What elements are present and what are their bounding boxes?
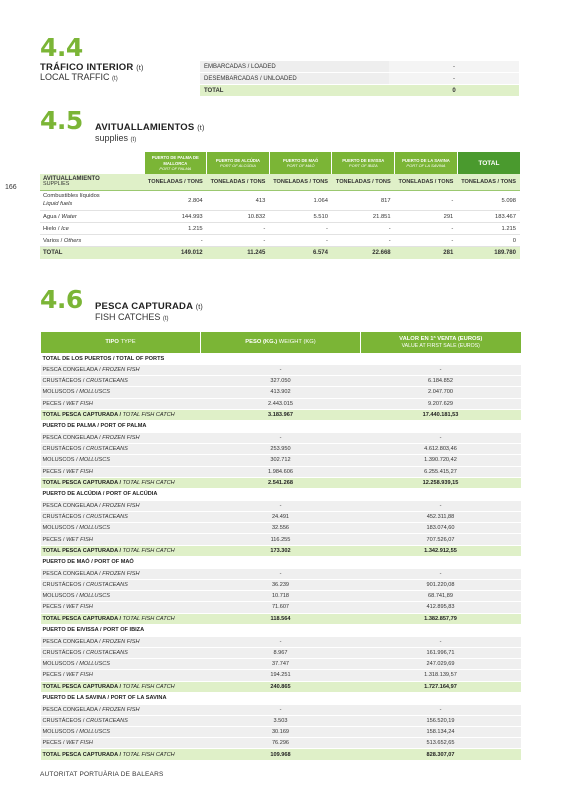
value-cell: 183.074,60 bbox=[361, 523, 521, 534]
weight-cell: 413.902 bbox=[201, 387, 361, 398]
weight-cell: 30.169 bbox=[201, 727, 361, 738]
total-label: TOTAL PESCA CAPTURADA / TOTAL FISH CATCH bbox=[41, 545, 201, 556]
section-unit: (t) bbox=[195, 304, 203, 311]
row-label: PECES / WET FISH bbox=[41, 466, 201, 477]
col-header-mao: PUERTO DE MAÓ PORT OF MAÓ bbox=[269, 152, 332, 174]
table-row bbox=[41, 602, 521, 613]
total-value: 1.342.912,55 bbox=[361, 545, 521, 556]
total-row bbox=[41, 409, 521, 420]
row-cell: - bbox=[207, 235, 270, 247]
total-value: 1.382.857,79 bbox=[361, 613, 521, 624]
weight-cell: 32.556 bbox=[201, 523, 361, 534]
section-unit: (t) bbox=[130, 137, 137, 143]
group-name: PUERTO DE ALCÚDIA / PORT OF ALCÚDIA bbox=[41, 488, 521, 500]
value-cell: 158.134,24 bbox=[361, 727, 521, 738]
unit-label: TONELADAS / TONS bbox=[269, 174, 332, 191]
row-label: Agua / Water bbox=[40, 211, 144, 223]
table-row bbox=[41, 455, 521, 466]
row-label: Varios / Others bbox=[40, 235, 144, 247]
col-header-type: TIPO TYPE bbox=[41, 332, 201, 353]
total-row bbox=[41, 613, 521, 624]
total-row bbox=[40, 247, 520, 260]
local-traffic-table bbox=[200, 61, 519, 97]
weight-cell: 116.255 bbox=[201, 534, 361, 545]
row-cell: 817 bbox=[332, 191, 395, 211]
total-weight: 2.541.268 bbox=[201, 477, 361, 488]
total-weight: 173.302 bbox=[201, 545, 361, 556]
section-subtitle-text: LOCAL TRAFFIC bbox=[40, 72, 110, 82]
value-cell: - bbox=[361, 365, 521, 376]
value-cell: 4.612.803,46 bbox=[361, 444, 521, 455]
value-cell: 6.255.415,27 bbox=[361, 466, 521, 477]
row-cell: 5.098 bbox=[457, 191, 520, 211]
total-weight: 109.968 bbox=[201, 749, 361, 760]
total-label: TOTAL PESCA CAPTURADA / TOTAL FISH CATCH bbox=[41, 409, 201, 420]
row-label: CRUSTÁCEOS / CRUSTACEANS bbox=[41, 444, 201, 455]
section-number-4-6: 4.6 bbox=[40, 285, 83, 314]
weight-cell: 302.712 bbox=[201, 455, 361, 466]
total-label: TOTAL PESCA CAPTURADA / TOTAL FISH CATCH bbox=[41, 613, 201, 624]
row-label: PESCA CONGELADA / FROZEN FISH bbox=[41, 432, 201, 443]
row-label: PESCA CONGELADA / FROZEN FISH bbox=[41, 636, 201, 647]
table-row bbox=[200, 61, 519, 73]
col-header-total: TOTAL bbox=[457, 152, 520, 174]
value-cell: 2.047.700 bbox=[361, 387, 521, 398]
table-row bbox=[41, 500, 521, 511]
weight-cell: 24.491 bbox=[201, 512, 361, 523]
group-header-row bbox=[41, 556, 521, 568]
total-cell: 6.574 bbox=[269, 247, 332, 260]
table-row bbox=[41, 523, 521, 534]
value-cell: 9.207.629 bbox=[361, 398, 521, 409]
section-subtitle-4-5 bbox=[95, 133, 136, 143]
table-row bbox=[41, 659, 521, 670]
total-cell: 189.780 bbox=[457, 247, 520, 260]
value-cell: 1.390.720,42 bbox=[361, 455, 521, 466]
weight-cell: 36.239 bbox=[201, 580, 361, 591]
table-row bbox=[41, 365, 521, 376]
row-label: MOLUSCOS / MOLLUSCS bbox=[41, 387, 201, 398]
col-header-weight: PESO (KG.) WEIGHT (KG) bbox=[201, 332, 361, 353]
section-title-4-5 bbox=[95, 122, 205, 133]
table-row bbox=[41, 432, 521, 443]
section-subtitle-text: FISH CATCHES bbox=[95, 312, 161, 322]
group-name: PUERTO DE PALMA / PORT OF PALMA bbox=[41, 420, 521, 432]
table-row bbox=[41, 568, 521, 579]
section-subtitle-4-4 bbox=[40, 72, 118, 82]
row-cell: - bbox=[395, 223, 458, 235]
unit-label: TONELADAS / TONS bbox=[457, 174, 520, 191]
section-title-4-6 bbox=[95, 301, 203, 312]
row-cell: - bbox=[269, 223, 332, 235]
value-cell: 707.526,07 bbox=[361, 534, 521, 545]
table-row bbox=[40, 211, 520, 223]
row-label: PECES / WET FISH bbox=[41, 534, 201, 545]
row-label: PECES / WET FISH bbox=[41, 738, 201, 749]
row-value: - bbox=[389, 61, 519, 73]
col-header-eivissa: PUERTO DE EIVISSA PORT OF IBIZA bbox=[332, 152, 395, 174]
table-row bbox=[41, 591, 521, 602]
section-subtitle-text: supplies bbox=[95, 133, 129, 143]
row-cell: 2.804 bbox=[144, 191, 207, 211]
value-cell: 452.311,88 bbox=[361, 512, 521, 523]
row-cell: 10.832 bbox=[207, 211, 270, 223]
table-row bbox=[41, 647, 521, 658]
total-label: TOTAL PESCA CAPTURADA / TOTAL FISH CATCH bbox=[41, 681, 201, 692]
row-cell: 413 bbox=[207, 191, 270, 211]
row-cell: - bbox=[332, 235, 395, 247]
row-cell: 144.993 bbox=[144, 211, 207, 223]
unit-label: TONELADAS / TONS bbox=[332, 174, 395, 191]
table-row bbox=[41, 670, 521, 681]
row-label: CRUSTÁCEOS / CRUSTACEANS bbox=[41, 376, 201, 387]
row-cell: - bbox=[395, 191, 458, 211]
total-cell: 149.012 bbox=[144, 247, 207, 260]
col-header-value: VALOR EN 1ª VENTA (EUROS) VALUE AT FIRST SALE (EUROS) bbox=[361, 332, 521, 353]
table-row bbox=[41, 738, 521, 749]
section-unit: (t) bbox=[136, 65, 144, 72]
value-cell: - bbox=[361, 432, 521, 443]
weight-cell: - bbox=[201, 365, 361, 376]
value-cell: - bbox=[361, 500, 521, 511]
unit-row bbox=[40, 174, 520, 191]
table-row bbox=[40, 223, 520, 235]
weight-cell: 10.718 bbox=[201, 591, 361, 602]
row-label: MOLUSCOS / MOLLUSCS bbox=[41, 455, 201, 466]
weight-cell: - bbox=[201, 636, 361, 647]
group-header-row bbox=[41, 692, 521, 704]
total-cell: 281 bbox=[395, 247, 458, 260]
row-label: CRUSTÁCEOS / CRUSTACEANS bbox=[41, 580, 201, 591]
header-row bbox=[41, 332, 521, 353]
weight-cell: 253.950 bbox=[201, 444, 361, 455]
table-row bbox=[41, 704, 521, 715]
weight-cell: 71.607 bbox=[201, 602, 361, 613]
row-cell: 1.215 bbox=[457, 223, 520, 235]
table-row bbox=[41, 512, 521, 523]
row-label: MOLUSCOS / MOLLUSCS bbox=[41, 591, 201, 602]
group-header-row bbox=[41, 420, 521, 432]
value-cell: 68.741,89 bbox=[361, 591, 521, 602]
total-value: 12.258.939,15 bbox=[361, 477, 521, 488]
weight-cell: 8.967 bbox=[201, 647, 361, 658]
value-cell: - bbox=[361, 704, 521, 715]
fish-catches-table bbox=[40, 332, 521, 761]
total-row bbox=[41, 545, 521, 556]
group-name: TOTAL DE LOS PUERTOS / TOTAL OF PORTS bbox=[41, 353, 521, 365]
weight-cell: 327.050 bbox=[201, 376, 361, 387]
table-row bbox=[200, 73, 519, 85]
value-cell: 513.652,65 bbox=[361, 738, 521, 749]
unit-label: TONELADAS / TONS bbox=[207, 174, 270, 191]
unit-label: TONELADAS / TONS bbox=[144, 174, 207, 191]
section-unit: (t) bbox=[197, 125, 205, 132]
section-unit: (t) bbox=[112, 76, 118, 82]
table-row bbox=[40, 235, 520, 247]
supplies-label: AVITUALLAMIENTO SUPPLIES bbox=[40, 174, 144, 191]
group-name: PUERTO DE LA SAVINA / PORT OF LA SAVINA bbox=[41, 692, 521, 704]
row-label: Combustibles líquidos Liquid fuels bbox=[40, 191, 144, 211]
row-cell: 0 bbox=[457, 235, 520, 247]
section-title-text: PESCA CAPTURADA bbox=[95, 301, 193, 312]
table-row bbox=[41, 387, 521, 398]
row-label: CRUSTÁCEOS / CRUSTACEANS bbox=[41, 647, 201, 658]
total-cell: 11.245 bbox=[207, 247, 270, 260]
total-cell: 22.668 bbox=[332, 247, 395, 260]
row-label: MOLUSCOS / MOLLUSCS bbox=[41, 659, 201, 670]
value-cell: 6.184.852 bbox=[361, 376, 521, 387]
row-label: PESCA CONGELADA / FROZEN FISH bbox=[41, 568, 201, 579]
row-cell: 183.467 bbox=[457, 211, 520, 223]
row-value: - bbox=[389, 73, 519, 85]
table-row bbox=[41, 376, 521, 387]
col-header-savina: PUERTO DE LA SAVINA PORT OF LA SAVINA bbox=[395, 152, 458, 174]
table-row bbox=[41, 727, 521, 738]
section-unit: (t) bbox=[162, 316, 169, 322]
total-value: 17.440.181,53 bbox=[361, 409, 521, 420]
group-name: PUERTO DE EIVISSA / PORT OF IBIZA bbox=[41, 624, 521, 636]
header-row bbox=[40, 152, 520, 174]
section-subtitle-4-6 bbox=[95, 312, 169, 322]
group-header-row bbox=[41, 488, 521, 500]
row-label: CRUSTÁCEOS / CRUSTACEANS bbox=[41, 512, 201, 523]
table-row bbox=[40, 191, 520, 211]
total-row bbox=[41, 477, 521, 488]
row-label: Hielo / Ice bbox=[40, 223, 144, 235]
section-title-text: TRÁFICO INTERIOR bbox=[40, 62, 134, 73]
table-row bbox=[41, 534, 521, 545]
row-cell: - bbox=[269, 235, 332, 247]
value-cell: 247.029,69 bbox=[361, 659, 521, 670]
row-cell: - bbox=[207, 223, 270, 235]
weight-cell: - bbox=[201, 500, 361, 511]
total-weight: 118.564 bbox=[201, 613, 361, 624]
value-cell: - bbox=[361, 636, 521, 647]
row-cell: 1.215 bbox=[144, 223, 207, 235]
table-row bbox=[41, 580, 521, 591]
group-header-row bbox=[41, 624, 521, 636]
table-row bbox=[41, 466, 521, 477]
header-blank bbox=[40, 152, 144, 174]
total-row bbox=[41, 749, 521, 760]
value-cell: 1.318.139,57 bbox=[361, 670, 521, 681]
row-label: MOLUSCOS / MOLLUSCS bbox=[41, 727, 201, 738]
section-number-4-4: 4.4 bbox=[40, 33, 83, 62]
value-cell: - bbox=[361, 568, 521, 579]
row-cell: 21.851 bbox=[332, 211, 395, 223]
total-label: TOTAL PESCA CAPTURADA / TOTAL FISH CATCH bbox=[41, 749, 201, 760]
row-cell: - bbox=[395, 235, 458, 247]
weight-cell: - bbox=[201, 432, 361, 443]
value-cell: 156.520,19 bbox=[361, 715, 521, 726]
total-weight: 240.865 bbox=[201, 681, 361, 692]
row-label: CRUSTÁCEOS / CRUSTACEANS bbox=[41, 715, 201, 726]
weight-cell: 3.503 bbox=[201, 715, 361, 726]
total-row bbox=[41, 681, 521, 692]
total-weight: 3.183.967 bbox=[201, 409, 361, 420]
unit-label: TONELADAS / TONS bbox=[395, 174, 458, 191]
footer: AUTORITAT PORTUÀRIA DE BALEARS bbox=[40, 771, 164, 778]
table-row bbox=[41, 636, 521, 647]
supplies-table bbox=[40, 152, 520, 259]
row-label: PESCA CONGELADA / FROZEN FISH bbox=[41, 704, 201, 715]
row-label: PECES / WET FISH bbox=[41, 602, 201, 613]
table-row bbox=[41, 715, 521, 726]
value-cell: 161.996,71 bbox=[361, 647, 521, 658]
weight-cell: 1.984.606 bbox=[201, 466, 361, 477]
total-value: 1.727.164,97 bbox=[361, 681, 521, 692]
row-cell: 1.064 bbox=[269, 191, 332, 211]
row-label: PESCA CONGELADA / FROZEN FISH bbox=[41, 500, 201, 511]
row-cell: 5.510 bbox=[269, 211, 332, 223]
section-title-text: AVITUALLAMIENTOS bbox=[95, 122, 195, 133]
row-label: PECES / WET FISH bbox=[41, 670, 201, 681]
weight-cell: 2.443.015 bbox=[201, 398, 361, 409]
row-label: EMBARCADAS / LOADED bbox=[200, 61, 389, 73]
weight-cell: 194.251 bbox=[201, 670, 361, 681]
weight-cell: - bbox=[201, 704, 361, 715]
weight-cell: 76.296 bbox=[201, 738, 361, 749]
total-value: 828.307,07 bbox=[361, 749, 521, 760]
row-label: PESCA CONGELADA / FROZEN FISH bbox=[41, 365, 201, 376]
page-number: 166 bbox=[5, 184, 17, 191]
weight-cell: 37.747 bbox=[201, 659, 361, 670]
total-value: 0 bbox=[389, 85, 519, 97]
table-row bbox=[41, 398, 521, 409]
row-cell: - bbox=[144, 235, 207, 247]
section-number-4-5: 4.5 bbox=[40, 106, 83, 135]
row-label: PECES / WET FISH bbox=[41, 398, 201, 409]
total-row bbox=[200, 85, 519, 97]
weight-cell: - bbox=[201, 568, 361, 579]
total-label: TOTAL PESCA CAPTURADA / TOTAL FISH CATCH bbox=[41, 477, 201, 488]
col-header-alcudia: PUERTO DE ALCÚDIA PORT OF ALCÚDIA bbox=[207, 152, 270, 174]
row-label: MOLUSCOS / MOLLUSCS bbox=[41, 523, 201, 534]
total-label: TOTAL bbox=[200, 85, 389, 97]
row-cell: - bbox=[332, 223, 395, 235]
col-header-palma: PUERTO DE PALMA DE MALLORCA PORT OF PALMA bbox=[144, 152, 207, 174]
value-cell: 412.895,83 bbox=[361, 602, 521, 613]
table-row bbox=[41, 444, 521, 455]
row-cell: 291 bbox=[395, 211, 458, 223]
group-header-row bbox=[41, 353, 521, 365]
value-cell: 901.220,08 bbox=[361, 580, 521, 591]
total-label: TOTAL bbox=[40, 247, 144, 260]
row-label: DESEMBARCADAS / UNLOADED bbox=[200, 73, 389, 85]
group-name: PUERTO DE MAÓ / PORT OF MAÓ bbox=[41, 556, 521, 568]
